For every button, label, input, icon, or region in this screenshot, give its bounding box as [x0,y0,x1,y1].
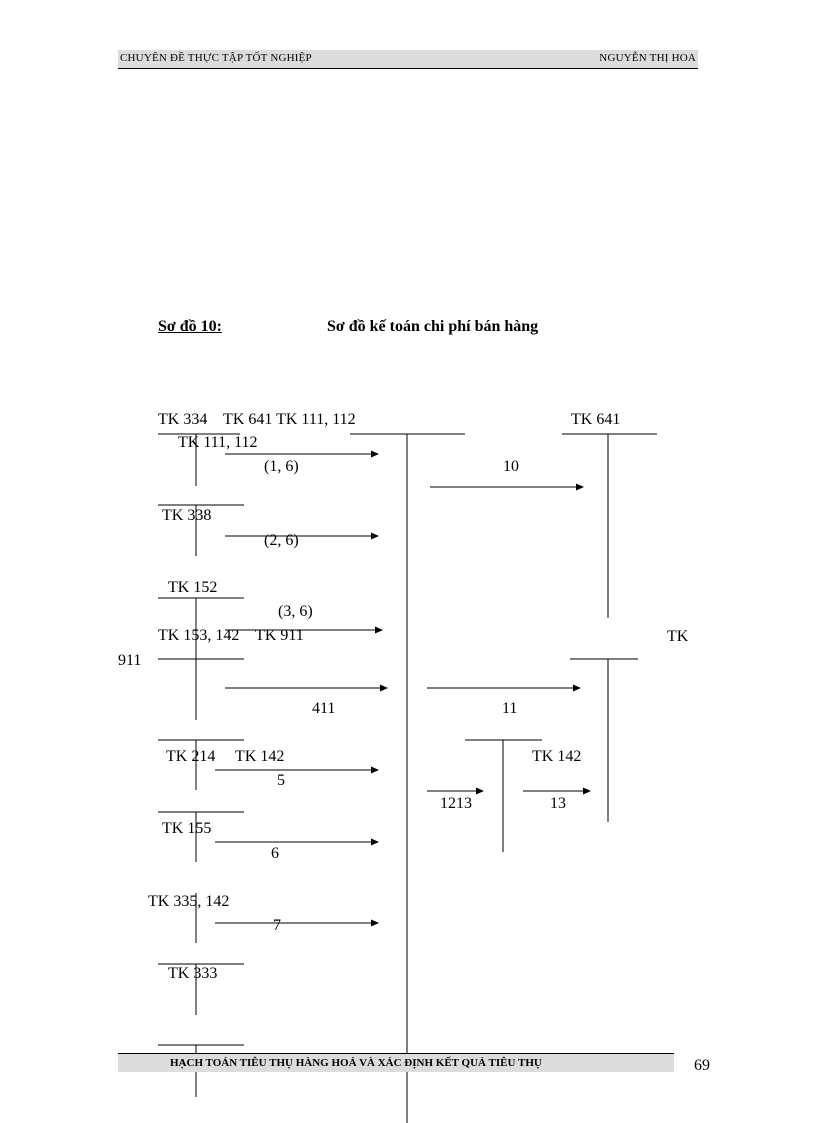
label-tk333: TK 333 [168,965,218,982]
label-e5: 5 [277,772,285,789]
label-911: 911 [118,652,142,669]
page-number: 69 [694,1057,710,1074]
label-tk334-row: TK 334 TK 641 TK 111, 112 [158,411,356,428]
diagram-number: Sơ đồ 10: [158,318,222,335]
label-e411: 411 [312,700,336,717]
label-e10: 10 [503,458,519,475]
label-tk111-112: TK 111, 112 [178,434,258,451]
header-left: CHUYÊN ĐỀ THỰC TẬP TỐT NGHIỆP [120,52,312,64]
page-footer [118,1053,674,1072]
label-e6: 6 [271,845,279,862]
label-tk155: TK 155 [162,820,212,837]
label-e2-6: (2, 6) [264,532,299,549]
label-tk641-right: TK 641 [571,411,621,428]
footer-text: HẠCH TOÁN TIÊU THỤ HÀNG HOÁ VÀ XÁC ĐỊNH KẾT QUẢ TIÊU THỤ [170,1057,542,1069]
label-e11: 11 [502,700,518,717]
label-tk152: TK 152 [168,579,218,596]
label-e1213: 1213 [440,795,472,812]
label-tk142-right: TK 142 [532,748,582,765]
label-tk338: TK 338 [162,507,212,524]
label-tk153-row: TK 153, 142 TK 911 [158,627,304,644]
header-right: NGUYỄN THỊ HOA [599,52,696,64]
label-e13: 13 [550,795,566,812]
label-tk214-row: TK 214 TK 142 [166,748,285,765]
diagram-title: Sơ đồ kế toán chi phí bán hàng [327,318,539,335]
label-e7: 7 [273,917,281,934]
label-e3-6: (3, 6) [278,603,313,620]
label-tk-right: TK [667,628,689,645]
label-e1-6: (1, 6) [264,458,299,475]
label-tk335-142: TK 335, 142 [148,893,230,910]
